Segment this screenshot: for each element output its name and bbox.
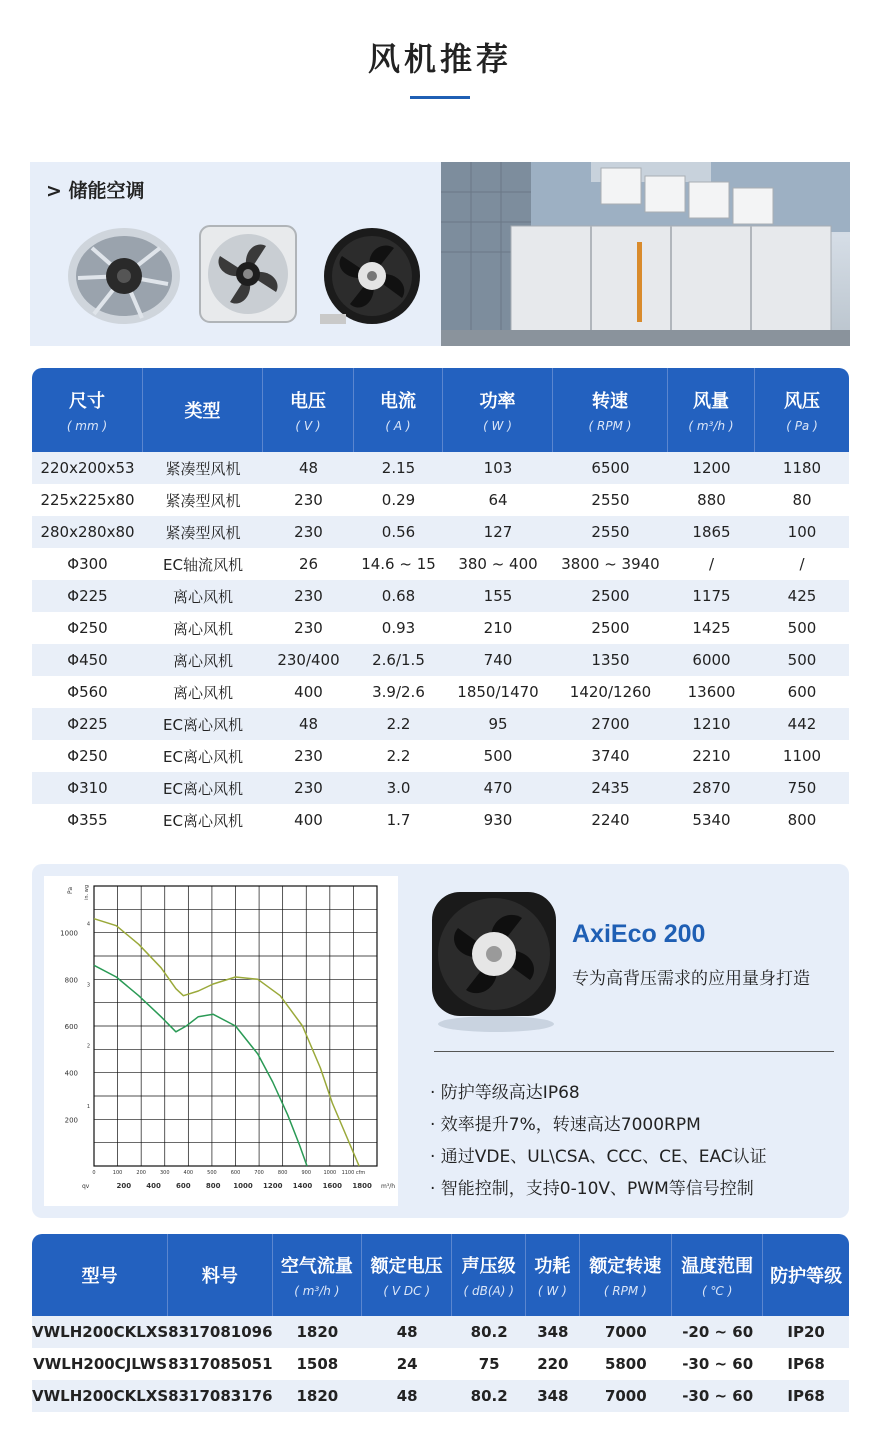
table-cell: 230: [263, 516, 354, 548]
model-row: [32, 1380, 849, 1412]
x-alt-tick-label: 1000: [323, 1170, 337, 1176]
x-axis-label: m³/h: [381, 1183, 396, 1190]
table-cell: 离心风机: [143, 676, 263, 708]
table-cell: 2700: [553, 708, 668, 740]
header-speed: 转速 ( RPM ): [553, 368, 668, 452]
table-cell: 100: [755, 516, 849, 548]
table-cell: /: [755, 548, 849, 580]
table-cell: 3740: [553, 740, 668, 772]
table-cell: 离心风机: [143, 580, 263, 612]
table-cell: 2435: [553, 772, 668, 804]
header-size: 尺寸 ( mm ): [32, 368, 143, 452]
table-cell: 425: [755, 580, 849, 612]
x-tick-label: 400: [146, 1182, 161, 1190]
header-power: 功耗 ( W ): [526, 1234, 579, 1316]
table-cell: 1100: [755, 740, 849, 772]
table-cell: 880: [668, 484, 755, 516]
table-cell: Φ355: [32, 804, 143, 836]
table-cell: 210: [443, 612, 553, 644]
spec-row: [32, 676, 849, 708]
banner-label: > 储能空调: [46, 180, 145, 202]
x-alt-tick-label: 300: [159, 1170, 170, 1176]
table-cell: 0.56: [354, 516, 443, 548]
table-cell: 1210: [668, 708, 755, 740]
x-tick-label: 1000: [233, 1182, 253, 1190]
x-alt-tick-label: 0: [92, 1170, 96, 1176]
spec-row: [32, 484, 849, 516]
table-cell: 3.0: [354, 772, 443, 804]
header-voltage: 电压 ( V ): [263, 368, 354, 452]
table-cell: 600: [755, 676, 849, 708]
table-cell: 220: [526, 1348, 579, 1380]
x-alt-tick-label: 400: [183, 1170, 194, 1176]
table-cell: Φ250: [32, 612, 143, 644]
table-cell: 0.93: [354, 612, 443, 644]
table-cell: 500: [443, 740, 553, 772]
table-cell: 1.7: [354, 804, 443, 836]
spec-header-row: [32, 368, 849, 452]
spec-row: [32, 580, 849, 612]
table-cell: 7000: [580, 1316, 673, 1348]
spec-row: [32, 708, 849, 740]
x-tick-label: 1600: [322, 1182, 343, 1190]
table-cell: 1350: [553, 644, 668, 676]
table-cell: 470: [443, 772, 553, 804]
table-cell: Φ225: [32, 708, 143, 740]
table-cell: 280x280x80: [32, 516, 143, 548]
table-cell: 7000: [580, 1380, 673, 1412]
table-cell: 220x200x53: [32, 452, 143, 484]
product-divider: [434, 1051, 834, 1052]
table-cell: 0.29: [354, 484, 443, 516]
x-tick-label: 1800: [352, 1182, 372, 1190]
header-airflow: 空气流量 ( m³/h ): [273, 1234, 363, 1316]
table-cell: EC轴流风机: [143, 548, 263, 580]
y-axis-label: Pa: [67, 886, 74, 894]
header-temperature-range: 温度范围 ( ℃ ): [672, 1234, 763, 1316]
x-alt-tick-label: 900: [301, 1170, 312, 1176]
table-cell: VWLH200CJLWS: [32, 1348, 168, 1380]
y-alt-tick-label: 1: [86, 1104, 90, 1111]
x-tick-label: 600: [176, 1182, 191, 1190]
table-cell: 80.2: [452, 1380, 526, 1412]
x-tick-label: 200: [116, 1182, 132, 1190]
table-cell: 75: [452, 1348, 526, 1380]
y-tick-label: 1000: [60, 929, 78, 938]
table-cell: 348: [526, 1380, 579, 1412]
table-cell: 48: [362, 1316, 452, 1348]
table-cell: -20 ~ 60: [672, 1316, 763, 1348]
model-row: [32, 1348, 849, 1380]
table-cell: 13600: [668, 676, 755, 708]
table-cell: 6000: [668, 644, 755, 676]
table-cell: 紧凑型风机: [143, 516, 263, 548]
table-cell: 230: [263, 740, 354, 772]
y-alt-axis-label: in. wg: [84, 885, 90, 900]
table-cell: 2210: [668, 740, 755, 772]
title-underline: [410, 96, 470, 99]
table-cell: 2500: [553, 580, 668, 612]
table-cell: 500: [755, 612, 849, 644]
table-cell: 1508: [273, 1348, 363, 1380]
table-cell: 225x225x80: [32, 484, 143, 516]
table-cell: 48: [263, 452, 354, 484]
header-pressure: 风压 ( Pa ): [755, 368, 849, 452]
table-cell: Φ560: [32, 676, 143, 708]
table-cell: 348: [526, 1316, 579, 1348]
table-cell: 1200: [668, 452, 755, 484]
application-banner: [30, 162, 850, 346]
table-cell: EC离心风机: [143, 708, 263, 740]
model-row: [32, 1316, 849, 1348]
x-alt-tick-label: 200: [136, 1170, 146, 1176]
header-airflow: 风量 ( m³/h ): [668, 368, 755, 452]
table-cell: 64: [443, 484, 553, 516]
table-cell: Φ250: [32, 740, 143, 772]
table-cell: 14.6 ~ 15: [354, 548, 443, 580]
table-cell: -30 ~ 60: [672, 1348, 763, 1380]
table-cell: EC离心风机: [143, 804, 263, 836]
table-cell: Φ225: [32, 580, 143, 612]
table-cell: 1865: [668, 516, 755, 548]
x-tick-label: 1200: [262, 1182, 283, 1190]
product-subtitle: 专为高背压需求的应用量身打造: [572, 969, 810, 989]
y-tick-label: 200: [64, 1116, 78, 1125]
y-tick-label: 400: [64, 1069, 78, 1078]
x-alt-tick-label: 800: [277, 1170, 288, 1176]
header-type: 类型: [143, 368, 263, 452]
table-cell: EC离心风机: [143, 740, 263, 772]
table-cell: 0.68: [354, 580, 443, 612]
table-cell: 紧凑型风机: [143, 452, 263, 484]
product-card: [32, 864, 849, 1218]
x-axis-prefix: qv: [82, 1183, 90, 1190]
spec-row: [32, 548, 849, 580]
spec-row: [32, 644, 849, 676]
header-protection-rating: 防护等级: [763, 1234, 849, 1316]
table-cell: 442: [755, 708, 849, 740]
model-table: [32, 1234, 849, 1412]
table-cell: 26: [263, 548, 354, 580]
spec-row: [32, 740, 849, 772]
table-cell: 24: [362, 1348, 452, 1380]
table-cell: 6500: [553, 452, 668, 484]
table-cell: 2240: [553, 804, 668, 836]
feature-item: · 防护等级高达IP68: [430, 1083, 580, 1103]
table-cell: 2870: [668, 772, 755, 804]
centrifugal-fan-image: [64, 218, 184, 328]
table-cell: 400: [263, 676, 354, 708]
performance-chart: [44, 876, 398, 1206]
table-cell: 1420/1260: [553, 676, 668, 708]
table-cell: 230: [263, 612, 354, 644]
spec-row: [32, 612, 849, 644]
table-cell: 8317085051: [168, 1348, 272, 1380]
x-tick-label: 800: [205, 1182, 221, 1190]
spec-row: [32, 804, 849, 836]
x-alt-tick-label: 100: [112, 1170, 123, 1176]
model-header-row: [32, 1234, 849, 1316]
table-cell: 2.2: [354, 708, 443, 740]
x-alt-tick-label: 600: [230, 1170, 241, 1176]
table-cell: VWLH200CKLXS: [32, 1316, 168, 1348]
table-cell: 800: [755, 804, 849, 836]
x-alt-tick-label: 1100 cfm: [341, 1170, 366, 1176]
header-part-number: 料号: [168, 1234, 272, 1316]
table-cell: 紧凑型风机: [143, 484, 263, 516]
table-cell: IP68: [763, 1380, 849, 1412]
fan-spec-table: [32, 368, 849, 836]
feature-item: · 效率提升7%，转速高达7000RPM: [430, 1115, 701, 1135]
table-cell: 750: [755, 772, 849, 804]
table-cell: 2550: [553, 516, 668, 548]
table-cell: 3800 ~ 3940: [553, 548, 668, 580]
table-cell: 8317081096: [168, 1316, 272, 1348]
table-cell: 2.15: [354, 452, 443, 484]
table-cell: VWLH200CKLXS: [32, 1380, 168, 1412]
table-cell: IP68: [763, 1348, 849, 1380]
feature-item: · 通过VDE、UL\CSA、CCC、CE、EAC认证: [430, 1147, 767, 1167]
table-cell: 230: [263, 580, 354, 612]
table-cell: -30 ~ 60: [672, 1380, 763, 1412]
spec-row: [32, 452, 849, 484]
table-cell: 48: [362, 1380, 452, 1412]
table-cell: 740: [443, 644, 553, 676]
table-cell: 1175: [668, 580, 755, 612]
table-cell: 400: [263, 804, 354, 836]
table-cell: 5800: [580, 1348, 673, 1380]
table-cell: 1820: [273, 1380, 363, 1412]
header-rated-speed: 额定转速 ( RPM ): [580, 1234, 673, 1316]
table-cell: Φ450: [32, 644, 143, 676]
table-cell: Φ310: [32, 772, 143, 804]
compact-fan-image: [196, 222, 300, 326]
product-name: AxiEco 200: [572, 920, 706, 948]
table-cell: 930: [443, 804, 553, 836]
y-tick-label: 600: [64, 1023, 78, 1031]
x-alt-tick-label: 700: [254, 1170, 264, 1176]
container-photo: [441, 162, 850, 346]
table-cell: 离心风机: [143, 612, 263, 644]
table-cell: 5340: [668, 804, 755, 836]
table-cell: 380 ~ 400: [443, 548, 553, 580]
y-alt-tick-label: 3: [86, 982, 90, 989]
table-cell: 127: [443, 516, 553, 548]
y-tick-label: 800: [64, 976, 78, 985]
table-cell: 3.9/2.6: [354, 676, 443, 708]
header-model: 型号: [32, 1234, 168, 1316]
table-cell: 103: [443, 452, 553, 484]
table-cell: IP20: [763, 1316, 849, 1348]
y-alt-tick-label: 4: [86, 921, 90, 928]
header-current: 电流 ( A ): [354, 368, 443, 452]
table-cell: /: [668, 548, 755, 580]
table-cell: 80: [755, 484, 849, 516]
table-cell: 230: [263, 484, 354, 516]
table-cell: 500: [755, 644, 849, 676]
y-alt-tick-label: 2: [86, 1043, 90, 1050]
spec-row: [32, 772, 849, 804]
spec-row: [32, 516, 849, 548]
table-cell: 2550: [553, 484, 668, 516]
table-cell: 1425: [668, 612, 755, 644]
header-sound-level: 声压级 ( dB(A) ): [452, 1234, 526, 1316]
table-cell: 1850/1470: [443, 676, 553, 708]
x-alt-tick-label: 500: [207, 1170, 217, 1176]
table-cell: 2500: [553, 612, 668, 644]
table-cell: 230: [263, 772, 354, 804]
axieco-fan-image: [424, 884, 564, 1034]
axial-fan-image: [320, 226, 424, 330]
table-cell: 2.2: [354, 740, 443, 772]
table-cell: Φ300: [32, 548, 143, 580]
table-cell: 2.6/1.5: [354, 644, 443, 676]
feature-item: · 智能控制，支持0-10V、PWM等信号控制: [430, 1179, 754, 1199]
table-cell: 230/400: [263, 644, 354, 676]
table-cell: 155: [443, 580, 553, 612]
header-rated-voltage: 额定电压 ( V DC ): [362, 1234, 452, 1316]
table-cell: 8317083176: [168, 1380, 272, 1412]
table-cell: 48: [263, 708, 354, 740]
table-cell: 离心风机: [143, 644, 263, 676]
header-power: 功率 ( W ): [443, 368, 553, 452]
table-cell: EC离心风机: [143, 772, 263, 804]
table-cell: 95: [443, 708, 553, 740]
x-tick-label: 1400: [292, 1182, 313, 1190]
table-cell: 1180: [755, 452, 849, 484]
page-title: 风机推荐: [367, 40, 512, 78]
table-cell: 80.2: [452, 1316, 526, 1348]
table-cell: 1820: [273, 1316, 363, 1348]
